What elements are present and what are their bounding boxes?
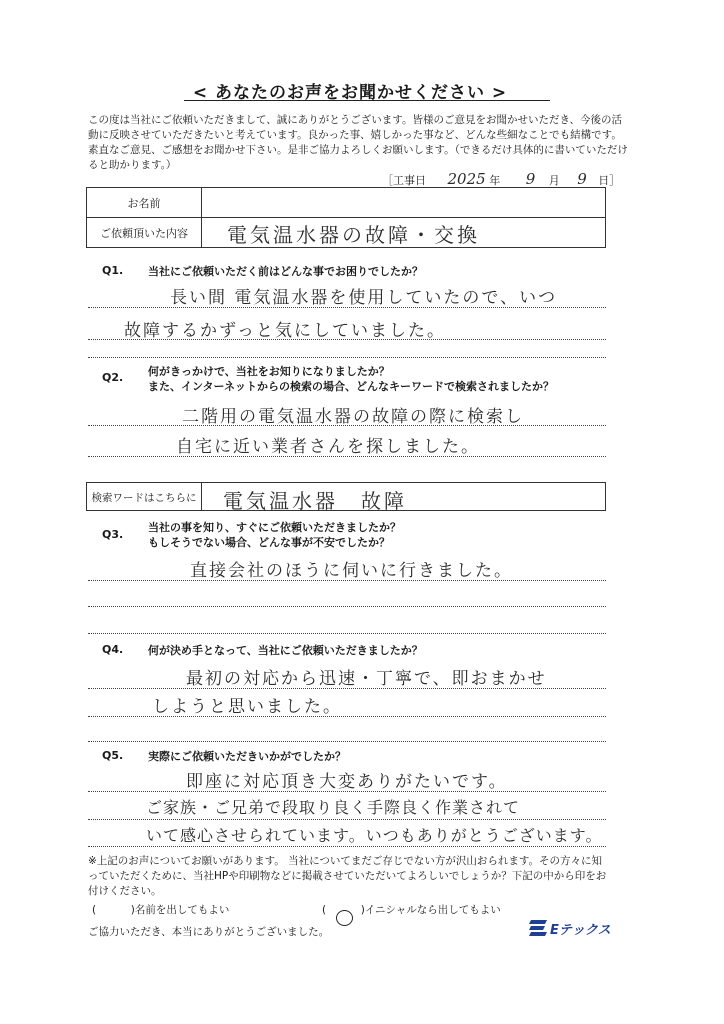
- option-initial-open: (: [322, 904, 327, 916]
- name-label: お名前: [127, 197, 161, 210]
- date-label: ［工事日: [382, 174, 426, 187]
- q5-number: Q5.: [102, 749, 124, 762]
- q1-rule-2: [88, 339, 606, 340]
- date-year: 2025: [447, 170, 486, 188]
- table-divider: [87, 217, 605, 218]
- option-name-open: (: [92, 904, 97, 916]
- logo-text: Eテックス: [550, 923, 611, 938]
- option-initial-label: )イニシャルなら出してもよい: [360, 904, 501, 916]
- table-column-divider: [201, 188, 202, 247]
- option-initial[interactable]: [322, 903, 501, 918]
- q2-answer-line-2: 自宅に近い業者さんを探しました。: [176, 437, 480, 457]
- date-month-unit: 月: [548, 174, 560, 187]
- q4-text: 何が決め手となって、当社にご依頼いただきましたか？: [148, 644, 423, 657]
- date-year-unit: 年: [489, 174, 501, 187]
- keyword-value[interactable]: 電気温水器 故障: [223, 489, 407, 513]
- q3-answer-line-1: 直接会社のほうに伺いに行きました。: [190, 561, 513, 581]
- q2-text-1: 何がきっかけで、当社をお知りになりましたか？: [148, 365, 390, 378]
- company-logo: [528, 918, 618, 938]
- q5-rule-3: [88, 846, 606, 847]
- q4-rule-2: [88, 716, 606, 717]
- publication-note: ※上記のお声についてお願いがあります。 当社についてまだご存じでない方が沢山おられます。その方々に知っていただくために、当社HPや印刷物などに掲載させていただいてよろしいでしょうか？下記の中から印をお付けください。: [88, 855, 607, 897]
- q2-text-2: また、インターネットからの検索の場合、どんなキーワードで検索されましたか？: [148, 380, 555, 393]
- date-month: 9: [525, 170, 536, 188]
- q3-text-1: 当社の事を知り、すぐにご依頼いただきましたか？: [148, 521, 401, 534]
- q5-answer-line-2: ご家族・ご兄弟で段取り良く手際良く作業されて: [146, 798, 521, 817]
- date-day-unit: 日］: [598, 174, 621, 187]
- q2-rule-2: [88, 456, 606, 457]
- q3-rule-3: [88, 633, 606, 634]
- q4-answer-line-1: 最初の対応から迅速・丁寧で、即おまかせ: [186, 669, 547, 689]
- q3-rule-2: [88, 606, 606, 607]
- q2-number: Q2.: [102, 371, 124, 384]
- q5-rule-1: [88, 791, 606, 792]
- q2-answer-line-1: 二階用の電気温水器の故障の際に検索し: [182, 407, 524, 427]
- q4-number: Q4.: [102, 643, 124, 656]
- option-name[interactable]: [92, 903, 229, 918]
- work-date: [382, 170, 620, 188]
- q1-answer-line-1: 長い間 電気温水器を使用していたので、いつ: [170, 288, 558, 308]
- q3-text-2: もしそうでない場合、どんな事が不安でしたか？: [148, 536, 390, 549]
- q1-rule-3: [88, 357, 606, 358]
- keyword-label: 検索ワードはこちらに: [91, 492, 197, 504]
- request-value[interactable]: 電気温水器の故障・交換: [227, 223, 480, 247]
- survey-title: < あなたのお声をお聞かせください >: [192, 83, 508, 103]
- q4-answer-line-2: しようと思いました。: [152, 697, 342, 717]
- q4-rule-1: [88, 688, 606, 689]
- q3-rule-1: [88, 580, 606, 581]
- info-table: [86, 187, 606, 248]
- q5-rule-2: [88, 819, 606, 820]
- q2-rule-1: [88, 425, 606, 426]
- request-label: ご依頼頂いた内容: [100, 227, 188, 240]
- q3-number: Q3.: [102, 528, 124, 541]
- thanks-text: ご協力いただき、本当にありがとうございました。: [88, 926, 330, 938]
- q1-answer-line-2: 故障するかずっと気にしていました。: [124, 321, 446, 341]
- q4-rule-3: [88, 741, 606, 742]
- option-name-label: )名前を出してもよい: [130, 904, 230, 916]
- q5-answer-line-1: 即座に対応頂き大変ありがたいです。: [186, 772, 508, 792]
- selected-circle-mark: [336, 910, 353, 926]
- keyword-box: [86, 482, 606, 511]
- logo-mark-icon: [528, 919, 548, 937]
- q1-text: 当社にご依頼いただく前はどんな事でお困りでしたか？: [148, 265, 423, 278]
- q1-rule-1: [88, 307, 606, 308]
- keyword-column-divider: [201, 483, 202, 510]
- q1-number: Q1.: [102, 264, 124, 277]
- date-day: 9: [577, 170, 587, 188]
- title-underline: [184, 100, 550, 101]
- intro-text: この度は当社にご依頼いただきまして、誠にありがとうございます。皆様のご意見をお聞かせいただき、今後の活動に反映させていただきたいと考えています。良かった事、嬉しかった事など、どんな些細なことでも結構です。素直なご意見、ご感想をお聞かせ下さい。是非ご協力よろしくお願いします。（できるだけ具体的に書いていただけると助かります。）: [88, 114, 628, 171]
- q5-answer-line-3: いて感心させられています。いつもありがとうございます。: [146, 826, 603, 845]
- q5-text: 実際にご依頼いただきいかがでしたか？: [148, 750, 346, 763]
